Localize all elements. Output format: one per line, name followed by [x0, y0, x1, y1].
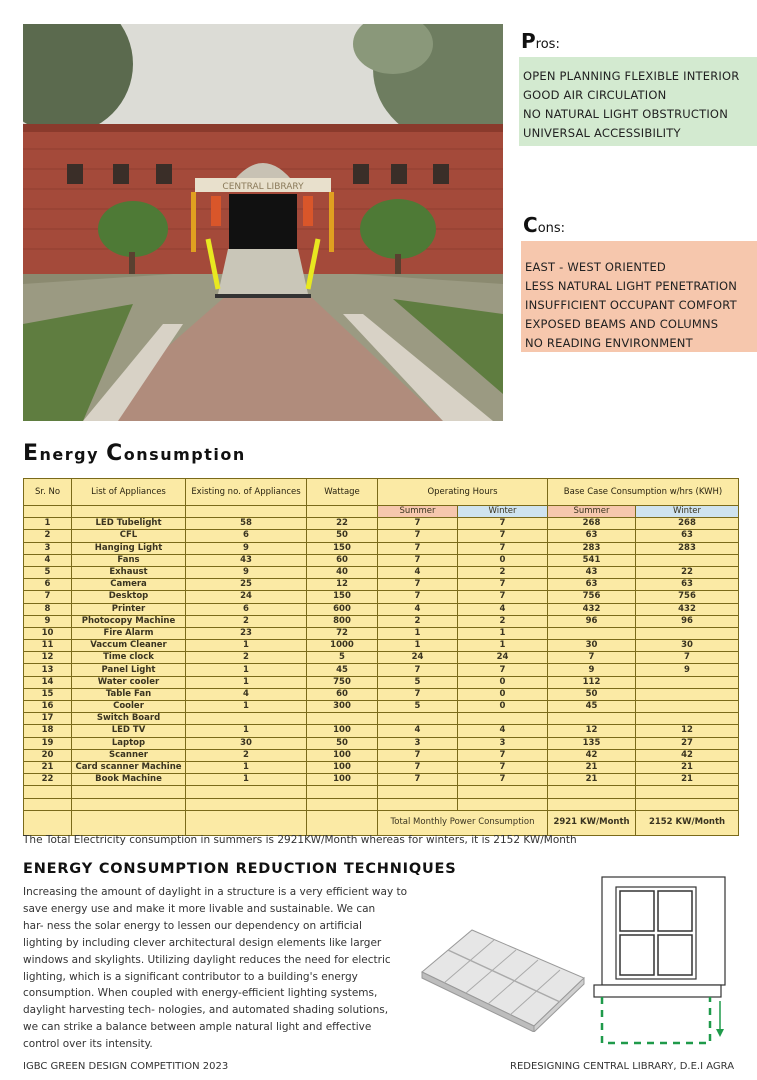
cell-kwh-winter	[636, 688, 739, 700]
cell-kwh-summer: 7	[548, 652, 636, 664]
cell-wattage: 50	[307, 737, 378, 749]
cell-existing-count: 6	[186, 530, 307, 542]
cell-sr-no: 7	[24, 591, 72, 603]
pros-heading-rest: ros:	[535, 37, 560, 52]
cell-sr-no: 21	[24, 761, 72, 773]
cell-existing-count: 23	[186, 627, 307, 639]
cell-hours-winter: 0	[458, 701, 548, 713]
techniques-line: we can strike a balance between ample natural light and effective	[23, 1021, 372, 1034]
cell-wattage: 100	[307, 761, 378, 773]
cons-item: LESS NATURAL LIGHT PENETRATION	[525, 279, 738, 293]
cell-existing-count: 9	[186, 566, 307, 578]
cell-hours-summer: 1	[378, 627, 458, 639]
cell-kwh-summer: 50	[548, 688, 636, 700]
cell-hours-summer: 7	[378, 579, 458, 591]
cell-existing-count: 1	[186, 774, 307, 786]
cell-wattage: 45	[307, 664, 378, 676]
cell-appliance-name: Hanging Light	[72, 542, 186, 554]
cell-wattage: 100	[307, 774, 378, 786]
cell-wattage: 1000	[307, 640, 378, 652]
cell-existing-count: 58	[186, 518, 307, 530]
cell-appliance-name: Fans	[72, 554, 186, 566]
cell-sr-no: 16	[24, 701, 72, 713]
techniques-line: lighting by including clever architectural design elements like larger	[23, 936, 382, 949]
col-header-list: List of Appliances	[72, 479, 186, 506]
cell-hours-summer	[378, 786, 458, 798]
cell-hours-winter: 7	[458, 542, 548, 554]
cell-hours-winter: 24	[458, 652, 548, 664]
cell-sr-no: 14	[24, 676, 72, 688]
cell-sr-no: 12	[24, 652, 72, 664]
cell-kwh-winter: 12	[636, 725, 739, 737]
appliance-table-wrapper	[23, 478, 738, 836]
col-header-wattage: Wattage	[307, 479, 378, 506]
techniques-line: windows and skylights. Utilizing daylight reduces the need for electric	[23, 953, 391, 966]
cell-hours-summer: 7	[378, 554, 458, 566]
cell-appliance-name: Photocopy Machine	[72, 615, 186, 627]
cell-hours-summer: 7	[378, 591, 458, 603]
cell-kwh-summer: 541	[548, 554, 636, 566]
cell-kwh-summer	[548, 713, 636, 725]
subheader-summer-kwh: Summer	[548, 506, 636, 518]
cons-heading-initial: C	[523, 213, 538, 237]
cell-appliance-name	[72, 786, 186, 798]
cell-kwh-winter	[636, 798, 739, 810]
cell-wattage	[307, 786, 378, 798]
techniques-line: har- ness the solar energy to lessen our dependency on artificial	[23, 919, 362, 932]
cell-kwh-summer	[548, 786, 636, 798]
pros-item: OPEN PLANNING FLEXIBLE INTERIOR	[523, 69, 740, 83]
cons-item: EXPOSED BEAMS AND COLUMNS	[525, 317, 719, 331]
cell-kwh-winter	[636, 713, 739, 725]
table-row	[24, 701, 739, 713]
cell-wattage: 750	[307, 676, 378, 688]
cell-hours-summer: 1	[378, 640, 458, 652]
cell-hours-summer: 7	[378, 688, 458, 700]
cell-hours-winter: 4	[458, 725, 548, 737]
table-row	[24, 664, 739, 676]
energy-title-mid: nergy	[39, 445, 107, 464]
cell-wattage: 12	[307, 579, 378, 591]
library-photo	[23, 24, 503, 421]
cell-existing-count: 24	[186, 591, 307, 603]
table-body	[24, 518, 739, 811]
cell-hours-winter	[458, 798, 548, 810]
table-row	[24, 713, 739, 725]
cell-hours-winter: 4	[458, 603, 548, 615]
cell-appliance-name	[72, 798, 186, 810]
cell-appliance-name: Exhaust	[72, 566, 186, 578]
cell-sr-no: 9	[24, 615, 72, 627]
total-summer: 2921 KW/Month	[548, 810, 636, 835]
cell-existing-count: 1	[186, 761, 307, 773]
table-row	[24, 652, 739, 664]
subheader-summer: Summer	[378, 506, 458, 518]
cell-wattage: 60	[307, 554, 378, 566]
cell-kwh-summer: 135	[548, 737, 636, 749]
cell-kwh-summer: 21	[548, 761, 636, 773]
techniques-line: lighting, which is a significant contributor to a building's energy	[23, 970, 358, 983]
cell-kwh-summer	[548, 798, 636, 810]
cell-existing-count: 4	[186, 688, 307, 700]
cell-kwh-summer: 42	[548, 749, 636, 761]
cell-existing-count: 2	[186, 749, 307, 761]
cell-kwh-summer: 96	[548, 615, 636, 627]
cell-hours-winter: 7	[458, 664, 548, 676]
techniques-body	[23, 884, 418, 1053]
footer-project: REDESIGNING CENTRAL LIBRARY, D.E.I AGRA	[510, 1061, 735, 1072]
cell-existing-count	[186, 786, 307, 798]
cell-sr-no: 20	[24, 749, 72, 761]
cell-sr-no: 22	[24, 774, 72, 786]
cell-hours-winter: 7	[458, 530, 548, 542]
cell-hours-winter: 0	[458, 554, 548, 566]
table-row	[24, 627, 739, 639]
library-sign-text: CENTRAL LIBRARY	[222, 182, 304, 192]
cell-hours-summer: 2	[378, 615, 458, 627]
cell-kwh-winter: 30	[636, 640, 739, 652]
table-row	[24, 798, 739, 810]
subheader-winter: Winter	[458, 506, 548, 518]
cell-hours-summer: 7	[378, 774, 458, 786]
cell-kwh-winter	[636, 786, 739, 798]
cell-sr-no: 13	[24, 664, 72, 676]
total-winter: 2152 KW/Month	[636, 810, 739, 835]
cell-hours-winter	[458, 786, 548, 798]
cons-item: NO READING ENVIRONMENT	[525, 336, 693, 350]
cell-kwh-winter: 63	[636, 530, 739, 542]
cell-existing-count: 2	[186, 615, 307, 627]
cell-hours-summer: 7	[378, 542, 458, 554]
pros-item: GOOD AIR CIRCULATION	[523, 88, 667, 102]
cell-wattage: 100	[307, 725, 378, 737]
cons-heading	[523, 213, 565, 237]
cell-wattage: 150	[307, 542, 378, 554]
empty-cell	[307, 810, 378, 835]
cell-appliance-name: Table Fan	[72, 688, 186, 700]
cell-hours-summer: 4	[378, 566, 458, 578]
table-row	[24, 749, 739, 761]
cell-existing-count: 25	[186, 579, 307, 591]
cell-hours-winter: 0	[458, 676, 548, 688]
cell-kwh-winter: 432	[636, 603, 739, 615]
cell-hours-winter: 0	[458, 688, 548, 700]
cell-kwh-winter: 22	[636, 566, 739, 578]
cell-hours-winter: 2	[458, 566, 548, 578]
cell-kwh-summer: 756	[548, 591, 636, 603]
cell-wattage: 100	[307, 749, 378, 761]
table-row	[24, 518, 739, 530]
table-row	[24, 530, 739, 542]
appliance-table	[23, 478, 739, 836]
cell-wattage: 22	[307, 518, 378, 530]
cell-appliance-name: Card scanner Machine	[72, 761, 186, 773]
cell-hours-summer: 5	[378, 701, 458, 713]
cons-box	[521, 241, 757, 352]
cell-appliance-name: Vaccum Cleaner	[72, 640, 186, 652]
cell-appliance-name: Water cooler	[72, 676, 186, 688]
cell-kwh-summer: 21	[548, 774, 636, 786]
cell-sr-no: 11	[24, 640, 72, 652]
cons-item: INSUFFICIENT OCCUPANT COMFORT	[525, 298, 737, 312]
table-row	[24, 774, 739, 786]
cell-hours-summer: 4	[378, 603, 458, 615]
techniques-title: ENERGY CONSUMPTION REDUCTION TECHNIQUES	[23, 861, 457, 877]
cell-hours-winter: 7	[458, 518, 548, 530]
cell-hours-winter: 7	[458, 749, 548, 761]
col-header-existing: Existing no. of Appliances	[186, 479, 307, 506]
cell-sr-no: 19	[24, 737, 72, 749]
cell-appliance-name: Desktop	[72, 591, 186, 603]
cell-existing-count: 2	[186, 652, 307, 664]
cell-sr-no: 8	[24, 603, 72, 615]
cell-appliance-name: Switch Board	[72, 713, 186, 725]
empty-cell	[307, 506, 378, 518]
cell-existing-count: 1	[186, 664, 307, 676]
cell-kwh-winter	[636, 627, 739, 639]
pros-item: UNIVERSAL ACCESSIBILITY	[523, 126, 681, 140]
cell-kwh-winter: 42	[636, 749, 739, 761]
empty-cell	[24, 506, 72, 518]
cell-sr-no: 4	[24, 554, 72, 566]
cell-hours-summer: 4	[378, 725, 458, 737]
empty-cell	[72, 810, 186, 835]
cell-kwh-winter	[636, 701, 739, 713]
skylight-illustration	[414, 920, 589, 1032]
subheader-winter-kwh: Winter	[636, 506, 739, 518]
cell-sr-no: 10	[24, 627, 72, 639]
cons-heading-rest: ons:	[537, 221, 566, 236]
cell-hours-winter: 7	[458, 774, 548, 786]
cell-appliance-name: Printer	[72, 603, 186, 615]
table-row	[24, 591, 739, 603]
cell-kwh-summer: 112	[548, 676, 636, 688]
col-header-hours: Operating Hours	[378, 479, 548, 506]
cell-kwh-winter	[636, 676, 739, 688]
energy-title-rest: onsumption	[123, 445, 246, 464]
table-row	[24, 688, 739, 700]
consumption-note: The Total Electricity consumption in summers is 2921KW/Month whereas for winters, it is 2152 KW/Month	[23, 834, 577, 846]
cell-wattage: 60	[307, 688, 378, 700]
energy-title-e: E	[23, 441, 40, 466]
cell-appliance-name: Time clock	[72, 652, 186, 664]
cell-hours-summer: 7	[378, 530, 458, 542]
table-row	[24, 786, 739, 798]
cell-hours-summer	[378, 713, 458, 725]
cell-kwh-winter: 27	[636, 737, 739, 749]
table-row	[24, 725, 739, 737]
cell-kwh-winter: 21	[636, 774, 739, 786]
table-row	[24, 761, 739, 773]
table-row	[24, 554, 739, 566]
pros-box	[519, 57, 757, 146]
cell-kwh-winter: 21	[636, 761, 739, 773]
cell-hours-summer: 5	[378, 676, 458, 688]
cell-appliance-name: Panel Light	[72, 664, 186, 676]
table-row	[24, 640, 739, 652]
cell-existing-count: 1	[186, 701, 307, 713]
total-label: Total Monthly Power Consumption	[378, 810, 548, 835]
cell-kwh-summer: 63	[548, 579, 636, 591]
techniques-line: daylight harvesting tech- nologies, and automated shading solutions,	[23, 1004, 389, 1017]
cell-hours-winter	[458, 713, 548, 725]
cell-hours-winter: 1	[458, 640, 548, 652]
cell-hours-summer: 7	[378, 761, 458, 773]
cell-kwh-winter: 268	[636, 518, 739, 530]
cell-existing-count: 43	[186, 554, 307, 566]
cell-kwh-summer: 43	[548, 566, 636, 578]
table-row	[24, 579, 739, 591]
cell-sr-no: 1	[24, 518, 72, 530]
cell-wattage: 72	[307, 627, 378, 639]
cell-kwh-winter: 7	[636, 652, 739, 664]
cell-sr-no: 2	[24, 530, 72, 542]
cell-existing-count: 30	[186, 737, 307, 749]
cell-hours-summer	[378, 798, 458, 810]
cell-existing-count: 9	[186, 542, 307, 554]
pros-item: NO NATURAL LIGHT OBSTRUCTION	[523, 107, 728, 121]
cell-sr-no: 18	[24, 725, 72, 737]
cell-wattage: 600	[307, 603, 378, 615]
cell-kwh-winter: 63	[636, 579, 739, 591]
empty-cell	[24, 810, 72, 835]
cell-appliance-name: Scanner	[72, 749, 186, 761]
cell-kwh-summer	[548, 627, 636, 639]
cell-kwh-winter: 96	[636, 615, 739, 627]
footer-competition: IGBC GREEN DESIGN COMPETITION 2023	[23, 1061, 229, 1072]
cell-hours-winter: 1	[458, 627, 548, 639]
empty-cell	[72, 506, 186, 518]
table-row	[24, 566, 739, 578]
cell-existing-count: 1	[186, 725, 307, 737]
empty-cell	[186, 506, 307, 518]
cell-kwh-winter	[636, 554, 739, 566]
cell-appliance-name: LED TV	[72, 725, 186, 737]
cell-kwh-summer: 9	[548, 664, 636, 676]
table-subheader-row	[24, 506, 739, 518]
cell-sr-no: 5	[24, 566, 72, 578]
table-total-row	[24, 810, 739, 835]
table-row	[24, 542, 739, 554]
cell-kwh-winter: 283	[636, 542, 739, 554]
cell-wattage	[307, 713, 378, 725]
cell-sr-no: 17	[24, 713, 72, 725]
cell-wattage: 40	[307, 566, 378, 578]
cell-hours-winter: 7	[458, 591, 548, 603]
cell-kwh-summer: 30	[548, 640, 636, 652]
cell-sr-no	[24, 786, 72, 798]
energy-consumption-title	[23, 441, 246, 466]
cell-appliance-name: Camera	[72, 579, 186, 591]
table-row	[24, 603, 739, 615]
cell-sr-no: 3	[24, 542, 72, 554]
techniques-line: consumption. When coupled with energy-efficient lighting systems,	[23, 987, 378, 1000]
cell-hours-summer: 7	[378, 664, 458, 676]
cell-hours-summer: 7	[378, 518, 458, 530]
cell-kwh-winter: 756	[636, 591, 739, 603]
cell-hours-summer: 7	[378, 749, 458, 761]
cell-wattage: 50	[307, 530, 378, 542]
cell-existing-count: 1	[186, 676, 307, 688]
techniques-line: Increasing the amount of daylight in a structure is a very efficient way to	[23, 886, 408, 898]
table-header-row	[24, 479, 739, 506]
cell-existing-count	[186, 798, 307, 810]
cell-wattage: 5	[307, 652, 378, 664]
cell-kwh-summer: 45	[548, 701, 636, 713]
cell-hours-summer: 3	[378, 737, 458, 749]
cell-wattage	[307, 798, 378, 810]
cell-kwh-summer: 268	[548, 518, 636, 530]
cell-kwh-summer: 12	[548, 725, 636, 737]
cell-appliance-name: CFL	[72, 530, 186, 542]
cell-hours-winter: 3	[458, 737, 548, 749]
cell-hours-summer: 24	[378, 652, 458, 664]
cell-appliance-name: Laptop	[72, 737, 186, 749]
pros-heading	[521, 29, 560, 53]
window-illustration	[590, 873, 740, 1048]
cell-appliance-name: Fire Alarm	[72, 627, 186, 639]
cell-existing-count: 6	[186, 603, 307, 615]
energy-title-c: C	[106, 441, 124, 466]
cell-kwh-summer: 432	[548, 603, 636, 615]
cell-sr-no: 15	[24, 688, 72, 700]
cell-hours-winter: 2	[458, 615, 548, 627]
cell-existing-count	[186, 713, 307, 725]
cons-item: EAST - WEST ORIENTED	[525, 260, 666, 274]
cell-wattage: 300	[307, 701, 378, 713]
col-header-consumption: Base Case Consumption w/hrs (KWH)	[548, 479, 739, 506]
cell-kwh-summer: 63	[548, 530, 636, 542]
cell-wattage: 800	[307, 615, 378, 627]
cell-sr-no	[24, 798, 72, 810]
table-row	[24, 737, 739, 749]
cell-appliance-name: Book Machine	[72, 774, 186, 786]
techniques-line: save energy use and make it more livable and sustainable. We can	[23, 902, 376, 915]
cell-hours-winter: 7	[458, 579, 548, 591]
cell-hours-winter: 7	[458, 761, 548, 773]
cell-existing-count: 1	[186, 640, 307, 652]
cell-appliance-name: LED Tubelight	[72, 518, 186, 530]
cell-wattage: 150	[307, 591, 378, 603]
cell-kwh-winter: 9	[636, 664, 739, 676]
empty-cell	[186, 810, 307, 835]
pros-heading-initial: P	[521, 29, 536, 53]
cell-sr-no: 6	[24, 579, 72, 591]
table-row	[24, 615, 739, 627]
col-header-sr: Sr. No	[24, 479, 72, 506]
techniques-line: control over its intensity.	[23, 1038, 153, 1051]
cell-appliance-name: Cooler	[72, 701, 186, 713]
table-row	[24, 676, 739, 688]
cell-kwh-summer: 283	[548, 542, 636, 554]
